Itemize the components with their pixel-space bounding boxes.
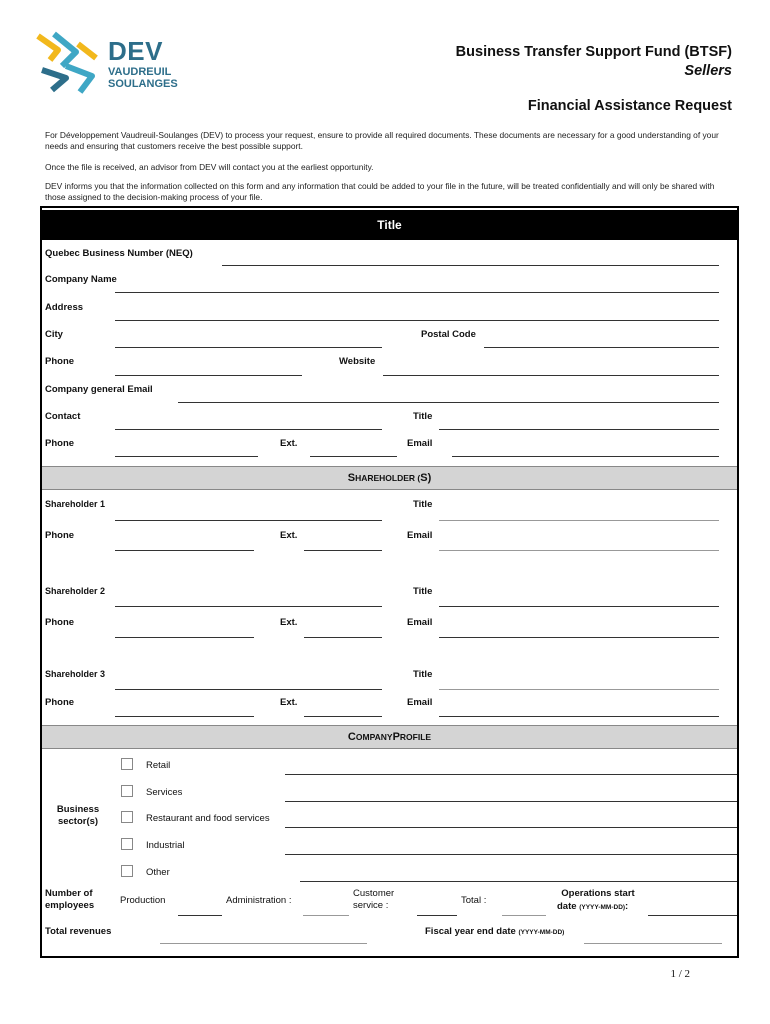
shareholder-1-email-label: Email (407, 530, 433, 541)
contact-label: Contact (45, 411, 81, 422)
shareholder-2-phone-field[interactable] (115, 637, 254, 638)
shareholder-1-email-field[interactable] (439, 550, 719, 551)
shareholder-1-ext-field[interactable] (304, 550, 382, 551)
phone-field[interactable] (115, 375, 302, 376)
business-sector-label: Business sector(s) (56, 804, 100, 827)
company-profile-heading: C OMPANY P ROFILE (42, 725, 737, 749)
ops-start-date-field[interactable] (648, 915, 737, 916)
shareholder-3-email-label: Email (407, 697, 433, 708)
sector-industrial-checkbox[interactable] (121, 838, 133, 850)
administration-field[interactable] (303, 915, 349, 916)
logo-mark-icon (36, 30, 108, 96)
postal-code-label: Postal Code (421, 329, 476, 340)
shareholder-2-name-field[interactable] (115, 606, 382, 607)
shareholder-3-phone-field[interactable] (115, 716, 254, 717)
sector-restaurant-label: Restaurant and food services (146, 813, 270, 824)
shareholder-3-title-field[interactable] (439, 689, 719, 690)
website-label: Website (339, 356, 376, 367)
administration-label: Administration : (226, 895, 292, 906)
shareholder-3-label: Shareholder 3 (45, 669, 106, 679)
production-field[interactable] (178, 915, 222, 916)
shareholder-1-phone-label: Phone (45, 530, 75, 541)
intro-paragraph-1: For Développement Vaudreuil-Soulanges (DEV) to process your request, ensure to provide all required documents. These documents are necessary for a good understanding of your needs and ensuring that customers receive the best possible support. (45, 130, 719, 151)
contact-ext-label: Ext. (280, 438, 298, 449)
sector-other-checkbox[interactable] (121, 865, 133, 877)
sector-other-field[interactable] (300, 881, 737, 882)
shareholder-3-ext-label: Ext. (280, 697, 298, 708)
contact-field[interactable] (115, 429, 382, 430)
sector-services-field[interactable] (285, 801, 737, 802)
sector-industrial-field[interactable] (285, 854, 737, 855)
shareholder-1-phone-field[interactable] (115, 550, 254, 551)
contact-email-field[interactable] (452, 456, 719, 457)
shareholder-3-title-label: Title (413, 669, 433, 680)
fiscal-year-field[interactable] (584, 943, 722, 944)
customer-service-field[interactable] (417, 915, 457, 916)
total-employees-field[interactable] (502, 915, 546, 916)
shareholder-2-label: Shareholder 2 (45, 586, 106, 596)
logo-line2: SOULANGES (108, 78, 178, 90)
address-label: Address (45, 302, 84, 313)
sector-services-checkbox[interactable] (121, 785, 133, 797)
num-employees-label: Number of employees (45, 888, 95, 911)
sector-restaurant-field[interactable] (285, 827, 737, 828)
company-name-label: Company Name (45, 274, 117, 285)
shareholder-3-ext-field[interactable] (304, 716, 382, 717)
customer-service-label: Customer service : (353, 888, 395, 911)
shareholder-1-name-field[interactable] (115, 520, 382, 521)
logo (36, 30, 186, 96)
shareholder-3-email-field[interactable] (439, 716, 719, 717)
shareholder-3-name-field[interactable] (115, 689, 382, 690)
sector-industrial-label: Industrial (146, 840, 185, 851)
form-audience: Sellers (684, 63, 732, 79)
shareholder-2-phone-label: Phone (45, 617, 75, 628)
contact-email-label: Email (407, 438, 433, 449)
shareholder-2-ext-field[interactable] (304, 637, 382, 638)
form-title: Financial Assistance Request (527, 98, 732, 114)
production-label: Production (120, 895, 166, 906)
neq-label: Quebec Business Number (NEQ) (45, 248, 193, 259)
shareholder-2-ext-label: Ext. (280, 617, 298, 628)
logo-line1: VAUDREUIL (108, 66, 172, 78)
city-label: City (45, 329, 63, 340)
shareholder-1-ext-label: Ext. (280, 530, 298, 541)
contact-title-label: Title (413, 411, 433, 422)
ops-start-label: Operations start (561, 888, 635, 899)
shareholder-2-email-label: Email (407, 617, 433, 628)
company-name-field[interactable] (115, 292, 719, 293)
phone-label: Phone (45, 356, 75, 367)
contact-ext-field[interactable] (310, 456, 397, 457)
intro-paragraph-3: DEV informs you that the information collected on this form and any information that could be added to your file in the future, will be treated confidentially and will only be shared with those assigned to the decision-making process of your file. (45, 181, 715, 202)
page-number: 1 / 2 (670, 968, 690, 980)
intro-paragraph-2: Once the file is received, an advisor from DEV will contact you at the earliest opportunity. (45, 162, 374, 172)
total-revenues-label: Total revenues (45, 926, 112, 937)
shareholder-1-title-label: Title (413, 499, 433, 510)
fiscal-year-label: Fiscal year end date (YYYY-MM-DD) (425, 926, 565, 937)
sector-retail-field[interactable] (285, 774, 737, 775)
ops-start-date-label: date (YYYY-MM-DD): (557, 901, 629, 912)
shareholder-2-email-field[interactable] (439, 637, 719, 638)
sector-retail-checkbox[interactable] (121, 758, 133, 770)
address-field[interactable] (115, 320, 719, 321)
logo-brand: DEV (108, 36, 163, 66)
shareholder-1-label: Shareholder 1 (45, 499, 106, 509)
total-revenues-field[interactable] (160, 943, 367, 944)
shareholder-1-title-field[interactable] (439, 520, 719, 521)
form-program-title: Business Transfer Support Fund (BTSF) (455, 44, 732, 60)
general-email-label: Company general Email (45, 384, 153, 395)
postal-code-field[interactable] (484, 347, 719, 348)
general-email-field[interactable] (178, 402, 719, 403)
shareholder-2-title-label: Title (413, 586, 433, 597)
contact-phone-field[interactable] (115, 456, 258, 457)
sector-other-label: Other (146, 867, 170, 878)
neq-field[interactable] (222, 265, 719, 266)
shareholders-heading: S HAREHOLDER ( S ) (42, 466, 737, 490)
section-1-heading: Title (42, 210, 737, 240)
form-frame (40, 206, 739, 958)
sector-restaurant-checkbox[interactable] (121, 811, 133, 823)
total-employees-label: Total : (461, 895, 487, 906)
shareholder-3-phone-label: Phone (45, 697, 75, 708)
contact-phone-label: Phone (45, 438, 75, 449)
website-field[interactable] (383, 375, 719, 376)
city-field[interactable] (115, 347, 382, 348)
sector-retail-label: Retail (146, 760, 171, 771)
contact-title-field[interactable] (439, 429, 719, 430)
shareholder-2-title-field[interactable] (439, 606, 719, 607)
sector-services-label: Services (146, 787, 183, 798)
